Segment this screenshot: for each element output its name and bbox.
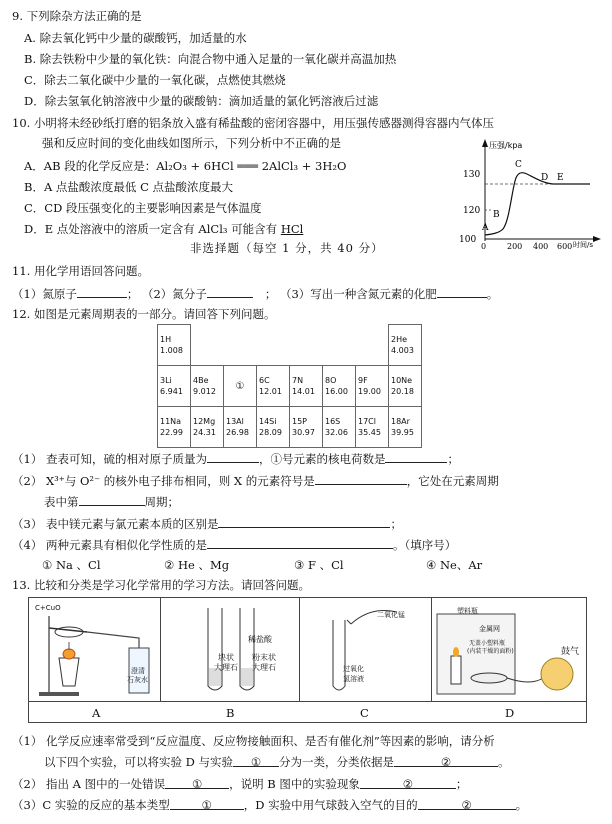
panel-label-d: D xyxy=(505,706,515,720)
element-cell: 8O 16.00 xyxy=(323,366,356,407)
element-cell: 9F 19.00 xyxy=(356,366,389,407)
panel-b-test-tubes-icon xyxy=(160,598,299,701)
xtick-600: 600 xyxy=(557,242,573,250)
panel-b-label-powder: 粉末状 xyxy=(252,653,276,662)
point-d-label: D xyxy=(541,173,549,183)
periodic-table xyxy=(157,324,422,448)
panel-b-label-lumpy: 块状 xyxy=(218,653,234,662)
q12-choice-4: ④ Ne、Ar xyxy=(426,558,483,572)
q10-option-b: B．A 点盐酸浓度最低 C 点盐酸浓度最大 xyxy=(24,180,234,194)
point-c-label: C xyxy=(515,160,522,170)
element-cell: 11Na 22.99 xyxy=(158,407,191,448)
q10-option-a xyxy=(24,158,346,174)
panel-label-c: C xyxy=(360,706,369,720)
q9-option-b: B. 除去铁粉中少量的氧化铁：向混合物中通入足量的一氧化碳并高温加热 xyxy=(24,52,397,66)
q11-part3: ； （3）写出一种含氮元素的化肥 xyxy=(264,287,437,301)
pressure-time-graph xyxy=(445,135,605,250)
q10-option-d-prefix: D．E 点处溶液中的溶质一定含有 AlCl₃ 可能含有 xyxy=(24,222,281,236)
q11-end: 。 xyxy=(486,287,499,301)
q12-blank-4[interactable] xyxy=(207,536,393,549)
q13-blank-1a[interactable]: ① xyxy=(233,754,279,767)
q10-option-a-prefix: A．AB 段的化学反应是： xyxy=(24,159,157,173)
element-cell: 12Mg 24.31 xyxy=(191,407,224,448)
panel-a-label-reactants: C+CuO xyxy=(35,604,61,612)
q10-option-c: C．CD 段压强变化的主要影响因素是气体温度 xyxy=(24,201,262,215)
panel-d-label-small-bottle: 无盖小塑料瓶 xyxy=(469,640,506,647)
element-cell: 18Ar 39.95 xyxy=(389,407,422,448)
q13-blank-3b[interactable]: ② xyxy=(418,797,516,810)
q12-sub4: （4） 两种元素具有相似化学性质的是 。（填序号） xyxy=(12,538,457,552)
panel-d-label-flour: (内装干燥的面粉) xyxy=(467,648,514,655)
panel-a-apparatus-icon xyxy=(29,598,160,701)
q13-sub2: （2） 指出 A 图中的一处错误 ① ，说明 B 图中的实验现象 ② ； xyxy=(12,777,468,791)
element-cell: 13Al 26.98 xyxy=(224,407,257,448)
q11-parts xyxy=(12,285,498,302)
panel-d-label-blow: 鼓气 xyxy=(561,647,580,657)
q13-blank-3a[interactable]: ① xyxy=(170,797,244,810)
experiment-figure xyxy=(28,597,587,723)
element-cell: 6C 12.01 xyxy=(257,366,290,407)
q11-part2: ； （2）氮分子 xyxy=(126,287,207,301)
panel-a-label-limewater-1: 澄清 xyxy=(131,667,145,675)
panel-a-label-limewater-2: 石灰水 xyxy=(127,676,148,684)
q11-stem: 11. 用化学用语回答问题。 xyxy=(12,264,149,278)
xtick-400: 400 xyxy=(533,242,549,250)
panel-labels-row xyxy=(29,701,586,723)
q12-stem: 12. 如图是元素周期表的一部分。请回答下列问题。 xyxy=(12,307,276,321)
panel-c xyxy=(299,598,432,701)
element-cell: 7N 14.01 xyxy=(290,366,323,407)
q11-blank3[interactable] xyxy=(437,285,487,298)
element-cell-unknown: ① xyxy=(224,366,257,407)
q13-sub1-cont: 以下四个实验，可以将实验 D 与实验 ① 分为一类，分类依据是 ② 。 xyxy=(44,755,510,769)
element-cell: 17Cl 35.45 xyxy=(356,407,389,448)
q12-blank-1a[interactable] xyxy=(207,450,259,463)
element-cell: 10Ne 20.18 xyxy=(389,366,422,407)
point-a-label: A xyxy=(482,223,489,233)
element-cell: 3Li 6.941 xyxy=(158,366,191,407)
x-axis-arrow-icon xyxy=(593,236,601,242)
panel-d-label-mesh: 金属网 xyxy=(479,625,500,633)
q12-choice-1: ① Na 、Cl xyxy=(42,558,101,572)
q12-sub1: （1） 查表可知，硫的相对原子质量为 ，①号元素的核电荷数是 ； xyxy=(12,452,459,466)
q11-part1: （1）氮原子 xyxy=(12,287,77,301)
q13-stem: 13. 比较和分类是学习化学常用的学习方法。请回答问题。 xyxy=(12,578,310,592)
ytick-100: 100 xyxy=(459,235,477,245)
q13-blank-2b[interactable]: ② xyxy=(360,776,456,789)
panel-b-label-marble-2: 大理石 xyxy=(252,663,276,672)
q11-blank2[interactable] xyxy=(207,285,253,298)
graph-y-label: 压强/kpa xyxy=(489,141,523,150)
q12-blank-2b[interactable] xyxy=(79,493,145,506)
panel-b-label-acid: 稀盐酸 xyxy=(248,635,272,644)
xtick-200: 200 xyxy=(507,242,523,250)
q10-option-a-equation: Al₂O₃ + 6HCl ═══ 2AlCl₃ + 3H₂O xyxy=(156,159,347,173)
point-b-label: B xyxy=(493,210,500,220)
q9-option-d: D．除去氢氧化钠溶液中少量的碳酸钠：滴加适量的氯化钙溶液后过滤 xyxy=(24,94,379,108)
panel-c-test-tube-icon xyxy=(299,598,431,701)
panel-label-b: B xyxy=(226,706,235,720)
q13-sub3: （3）C 实验的反应的基本类型 ① ，D 实验中用气球鼓入空气的目的 ② 。 xyxy=(12,798,528,812)
point-e-label: E xyxy=(557,173,564,183)
q10-stem-line2: 强和反应时间的变化曲线如图所示，下列分析中不正确的是 xyxy=(42,136,341,150)
section-title: 非选择题（每空 1 分，共 40 分） xyxy=(190,241,384,255)
q13-blank-2a[interactable]: ① xyxy=(165,776,229,789)
panel-c-label-peroxide-1: 过氧化 xyxy=(343,665,364,673)
q13-blank-1b[interactable]: ② xyxy=(394,754,498,767)
panel-b xyxy=(160,598,300,701)
xtick-0: 0 xyxy=(481,242,487,250)
y-axis-arrow-icon xyxy=(482,139,488,147)
ytick-120: 120 xyxy=(463,206,481,216)
q9-stem: 9. 下列除杂方法正确的是 xyxy=(12,9,142,23)
q9-option-c: C．除去二氧化碳中少量的一氧化碳，点燃使其燃烧 xyxy=(24,73,286,87)
element-cell: 1H 1.008 xyxy=(158,325,191,366)
panel-d xyxy=(431,598,586,701)
element-cell: 16S 32.06 xyxy=(323,407,356,448)
panel-c-label-catalyst: 二氧化锰 xyxy=(377,611,405,619)
q9-option-a: A. 除去氧化钙中少量的碳酸钙，加适量的水 xyxy=(24,31,247,45)
panel-a xyxy=(29,598,161,701)
q10-option-d-tail: HCl xyxy=(280,222,304,236)
panel-c-label-peroxide-2: 氢溶液 xyxy=(343,675,364,683)
panel-d-label-bottle: 塑料瓶 xyxy=(457,607,478,615)
q12-choice-3: ③ F 、Cl xyxy=(294,558,344,572)
element-cell: 4Be 9.012 xyxy=(191,366,224,407)
q12-sub2-cont: 表中第 周期； xyxy=(44,495,179,509)
q10-stem-line1: 10. 小明将未经砂纸打磨的铝条放入盛有稀盐酸的密闭容器中，用压强传感器测得容器内气体压 xyxy=(12,116,494,130)
pressure-curve xyxy=(485,173,590,235)
q13-sub1: （1） 化学反应速率常受到“反应温度、反应物接触面积、是否有催化剂”等因素的影响，请分析 xyxy=(12,734,495,748)
panel-b-label-marble-1: 大理石 xyxy=(214,663,238,672)
element-cell: 14Si 28.09 xyxy=(257,407,290,448)
element-cell: 15P 30.97 xyxy=(290,407,323,448)
q11-blank1[interactable] xyxy=(77,285,127,298)
graph-x-label: 时间/s xyxy=(573,241,594,249)
q12-blank-3[interactable] xyxy=(218,515,390,528)
q12-sub3: （3） 表中镁元素与氯元素本质的区别是 ； xyxy=(12,517,402,531)
q12-choice-2: ② He 、Mg xyxy=(164,558,230,572)
panel-label-a: A xyxy=(92,706,101,720)
ytick-130: 130 xyxy=(463,170,481,180)
q12-blank-2a[interactable] xyxy=(315,472,407,485)
element-cell: 2He 4.003 xyxy=(389,325,422,366)
q12-blank-1b[interactable] xyxy=(385,450,447,463)
q10-option-d xyxy=(24,221,303,237)
q12-sub2: （2） X³⁺与 O²⁻ 的核外电子排布相同，则 X 的元素符号是 ，它处在元素周期 xyxy=(12,474,499,488)
